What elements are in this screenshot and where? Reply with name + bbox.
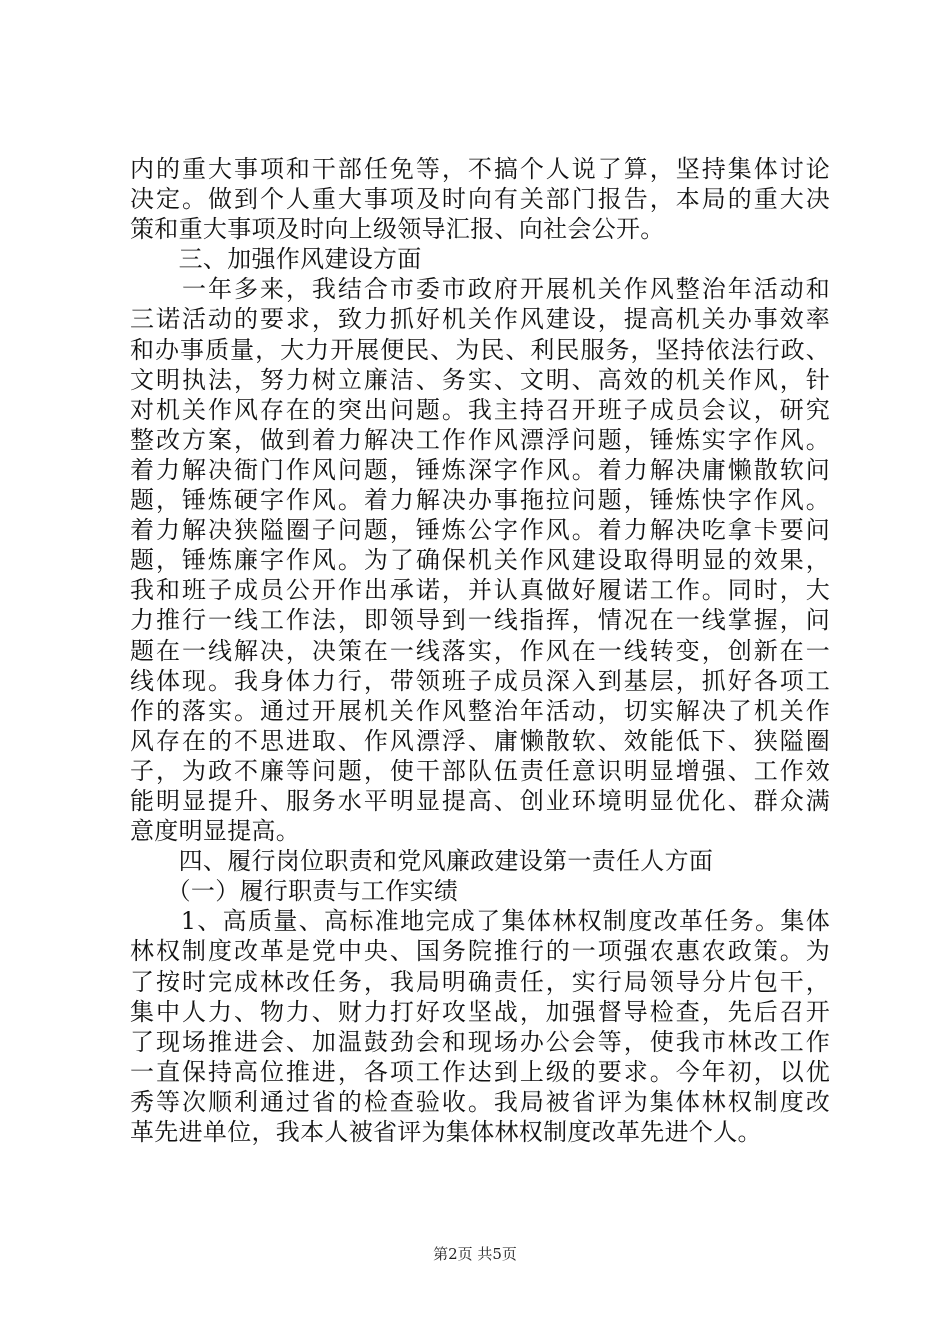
text-line: 1、高质量、高标准地完成了集体林权制度改革任务。集体 xyxy=(130,907,830,936)
text-line: 作的落实。通过开展机关作风整治年活动，切实解决了机关作 xyxy=(130,696,830,725)
text-line: 题，锤炼廉字作风。为了确保机关作风建设取得明显的效果， xyxy=(130,546,830,575)
section-heading: 三、加强作风建设方面 xyxy=(130,245,422,274)
text-line: 线体现。我身体力行，带领班子成员深入到基层，抓好各项工 xyxy=(130,666,830,695)
text-line: 对机关作风存在的突出问题。我主持召开班子成员会议，研究 xyxy=(130,395,830,424)
text-line: 和办事质量，大力开展便民、为民、利民服务，坚持依法行政、 xyxy=(130,335,830,364)
section-heading: 四、履行岗位职责和党风廉政建设第一责任人方面 xyxy=(130,847,714,876)
text-line: 一年多来，我结合市委市政府开展机关作风整治年活动和 xyxy=(130,275,830,304)
text-line: 题在一线解决，决策在一线落实，作风在一线转变，创新在一 xyxy=(130,636,830,665)
text-line: 子，为政不廉等问题，使干部队伍责任意识明显增强、工作效 xyxy=(130,756,830,785)
text-line: 能明显提升、服务水平明显提高、创业环境明显优化、群众满 xyxy=(130,786,830,815)
page-number-footer: 第2页 共5页 xyxy=(433,1245,517,1263)
text-line: 内的重大事项和干部任免等，不搞个人说了算，坚持集体讨论 xyxy=(130,155,830,183)
text-line: 一直保持高位推进，各项工作达到上级的要求。今年初，以优 xyxy=(130,1057,830,1086)
subsection-heading: （一）履行职责与工作实绩 xyxy=(130,877,459,906)
text-line: 意度明显提高。 xyxy=(130,817,301,846)
text-line: 集中人力、物力、财力打好攻坚战，加强督导检查，先后召开 xyxy=(130,997,830,1026)
text-line: 林权制度改革是党中央、国务院推行的一项强农惠农政策。为 xyxy=(130,937,830,966)
text-line: 革先进单位，我本人被省评为集体林权制度改革先进个人。 xyxy=(130,1118,762,1146)
text-line: 题，锤炼硬字作风。着力解决办事拖拉问题，锤炼快字作风。 xyxy=(130,486,830,515)
text-line: 策和重大事项及时向上级领导汇报、向社会公开。 xyxy=(130,215,665,244)
text-line: 秀等次顺利通过省的检查验收。我局被省评为集体林权制度改 xyxy=(130,1087,830,1116)
text-line: 着力解决衙门作风问题，锤炼深字作风。着力解决庸懒散软问 xyxy=(130,455,830,484)
text-line: 风存在的不思进取、作风漂浮、庸懒散软、效能低下、狭隘圈 xyxy=(130,726,830,755)
text-line: 决定。做到个人重大事项及时向有关部门报告，本局的重大决 xyxy=(130,185,830,214)
text-line: 三诺活动的要求，致力抓好机关作风建设，提高机关办事效率 xyxy=(130,305,830,334)
text-line: 文明执法，努力树立廉洁、务实、文明、高效的机关作风，针 xyxy=(130,365,830,394)
text-line: 力推行一线工作法，即领导到一线指挥，情况在一线掌握，问 xyxy=(130,606,830,635)
text-line: 着力解决狭隘圈子问题，锤炼公字作风。着力解决吃拿卡要问 xyxy=(130,516,830,545)
text-line: 整改方案，做到着力解决工作作风漂浮问题，锤炼实字作风。 xyxy=(130,425,830,454)
document-body xyxy=(130,154,830,1147)
text-line: 了按时完成林改任务，我局明确责任，实行局领导分片包干， xyxy=(130,967,830,996)
text-line: 我和班子成员公开作出承诺，并认真做好履诺工作。同时，大 xyxy=(130,576,830,605)
text-line: 了现场推进会、加温鼓劲会和现场办公会等，使我市林改工作 xyxy=(130,1027,830,1056)
